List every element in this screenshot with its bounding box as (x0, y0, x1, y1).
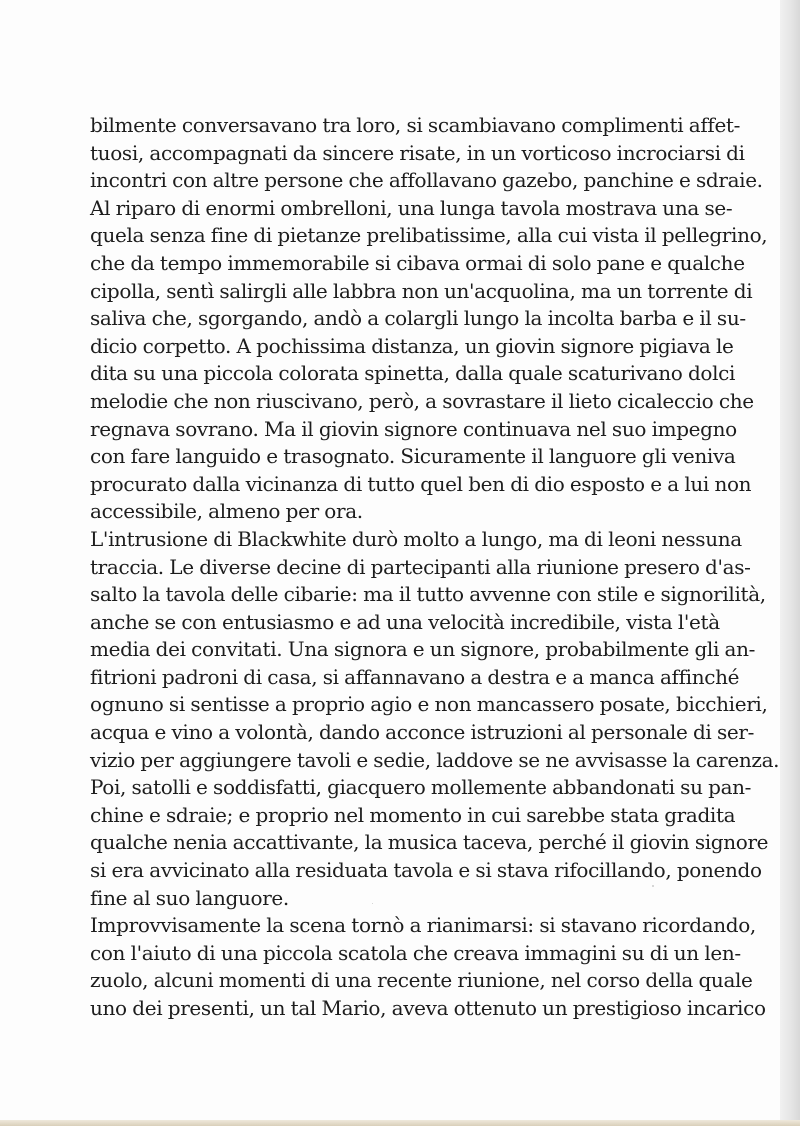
text-line: si era avvicinato alla residuata tavola e si stava rifocillando, ponendo (90, 858, 762, 883)
text-line: procurato dalla vicinanza di tutto quel ben di dio esposto e a lui non (90, 471, 752, 496)
text-line: incontri con altre persone che affollavano gazebo, panchine e sdraie. (90, 168, 763, 193)
page-bottom-edge (0, 1120, 800, 1126)
text-line: Improvvisamente la scena tornò a rianimarsi: si stavano ricordando, (90, 913, 756, 938)
text-line: salto la tavola delle cibarie: ma il tutto avvenne con stile e signorilità, (90, 582, 766, 607)
text-line: con l'aiuto di una piccola scatola che creava immagini su di un len- (90, 940, 741, 965)
text-line: dicio corpetto. A pochissima distanza, un giovin signore pigiava le (90, 333, 734, 358)
text-line: fine al suo languore. (90, 885, 289, 910)
text-line: che da tempo immemorabile si cibava ormai di solo pane e qualche (90, 250, 745, 275)
text-line: qualche nenia accattivante, la musica taceva, perché il giovin signore (90, 830, 769, 855)
text-line: saliva che, sgorgando, andò a colargli lungo la incolta barba e il su- (90, 306, 746, 331)
body-text (90, 112, 780, 1023)
text-line: regnava sovrano. Ma il giovin signore continuava nel suo impegno (90, 416, 737, 441)
text-line: cipolla, sentì salirgli alle labbra non un'acquolina, ma un torrente di (90, 278, 753, 303)
text-line: accessibile, almeno per ora. (90, 499, 363, 524)
text-line: bilmente conversavano tra loro, si scambiavano complimenti affet- (90, 113, 741, 137)
text-line: ognuno si sentisse a proprio agio e non mancassero posate, bicchieri, (90, 692, 768, 717)
text-line: uno dei presenti, un tal Mario, aveva ottenuto un prestigioso incarico (90, 996, 766, 1020)
text-line: melodie che non riuscivano, però, a sovrastare il lieto cicaleccio che (90, 388, 754, 413)
text-line: Al riparo di enormi ombrelloni, una lunga tavola mostrava una se- (90, 195, 733, 220)
text-line: zuolo, alcuni momenti di una recente riunione, nel corso della quale (90, 968, 753, 993)
text-line: dita su una piccola colorata spinetta, dalla quale scaturivano dolci (90, 361, 736, 386)
page-edge-shadow (780, 0, 800, 1126)
text-line: con fare languido e trasognato. Sicuramente il languore gli veniva (90, 444, 736, 469)
text-line: fitrioni padroni di casa, si affannavano a destra e a manca affinché (90, 664, 740, 689)
text-line: chine e sdraie; e proprio nel momento in cui sarebbe stata gradita (90, 802, 736, 827)
text-line: Poi, satolli e soddisfatti, giacquero mollemente abbandonati su pan- (90, 775, 752, 800)
text-line: acqua e vino a volontà, dando acconce istruzioni al personale di ser- (90, 720, 754, 745)
text-line: tuosi, accompagnati da sincere risate, in un vorticoso incrociarsi di (90, 140, 745, 165)
text-line: quela senza fine di pietanze prelibatissime, alla cui vista il pellegrino, (90, 223, 768, 248)
text-line: vizio per aggiungere tavoli e sedie, laddove se ne avvisasse la carenza. (90, 747, 780, 772)
text-line: media dei convitati. Una signora e un signore, probabilmente gli an- (90, 637, 756, 662)
text-line: L'intrusione di Blackwhite durò molto a lungo, ma di leoni nessuna (90, 526, 742, 551)
text-line: anche se con entusiasmo e ad una velocità incredibile, vista l'età (90, 609, 720, 634)
text-line: traccia. Le diverse decine di partecipanti alla riunione presero d'as- (90, 554, 751, 579)
paper-speck (652, 885, 654, 887)
paper-speck (372, 903, 373, 904)
